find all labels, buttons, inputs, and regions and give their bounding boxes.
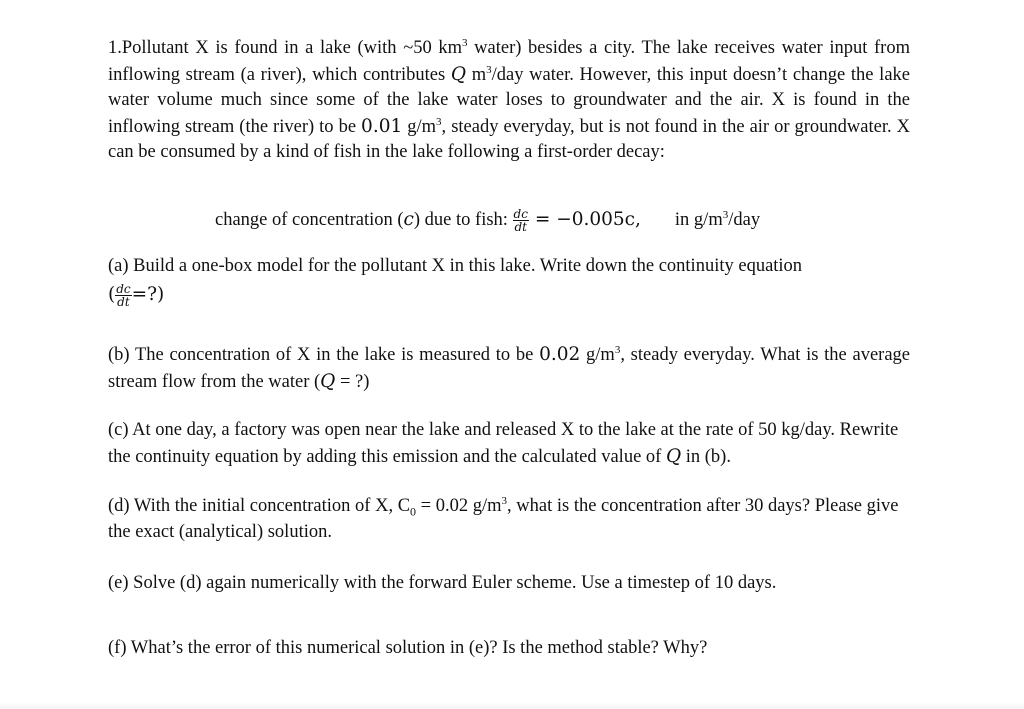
question-b: (b) The concentration of X in the lake is measured to be 0.02 $g/m^3$, steady everyday. What is the average stream flow from the water (Q = ?) (108, 343, 910, 392)
question-e: (e) Solve (d) again numerically with the forward Euler scheme. Use a timestep of 10 days. (108, 573, 777, 593)
question-d: (d) With the initial concentration of X, $C_0 = 0.02$ $g/m^3$, what is the concentration after 30 days? Please give the exact (analytical) solution. (108, 494, 899, 542)
question-f: (f) What’s the error of this numerical solution in (e)? Is the method stable? Why? (108, 638, 708, 658)
decay-equation: change of concentration (c) due to fish: $\frac{dc}{dt}$ = −0.005c, in $g/m^3$/day (215, 207, 761, 235)
question-a: (a) Build a one-box model for the pollutant X in this lake. Write down the continuity equation ( $\frac{dc}{dt}$ =?) (108, 256, 803, 309)
question-c: (c) At one day, a factory was open near the lake and released X to the lake at the rate of 50 kg/day. Rewrite the continuity equation by adding this emission and the calculated value of Q in (b). (108, 420, 899, 467)
problem-number: 1. (108, 38, 122, 58)
bottom-divider (0, 702, 1024, 709)
problem-intro: 1.Pollutant X is found in a lake (with ~50 $km^3$ water) besides a city. The lake receives water input from inflowing stream (a river), which contributes Q $m^3$/day water. However, this input doesn’t change the lake water volume much since some of the lake water loses to groundwater and the air. X is found in the inflowing stream (the river) to be 0.01 $g/m^3$, steady everyday, but is not found in the air or groundwater. X can be consumed by a kind of fish in the lake following a first-order decay: (108, 36, 910, 162)
dc-dt-fraction-a: $\frac{dc}{dt}$ (116, 281, 131, 309)
dc-dt-fraction: $\frac{dc}{dt}$ (513, 207, 528, 235)
